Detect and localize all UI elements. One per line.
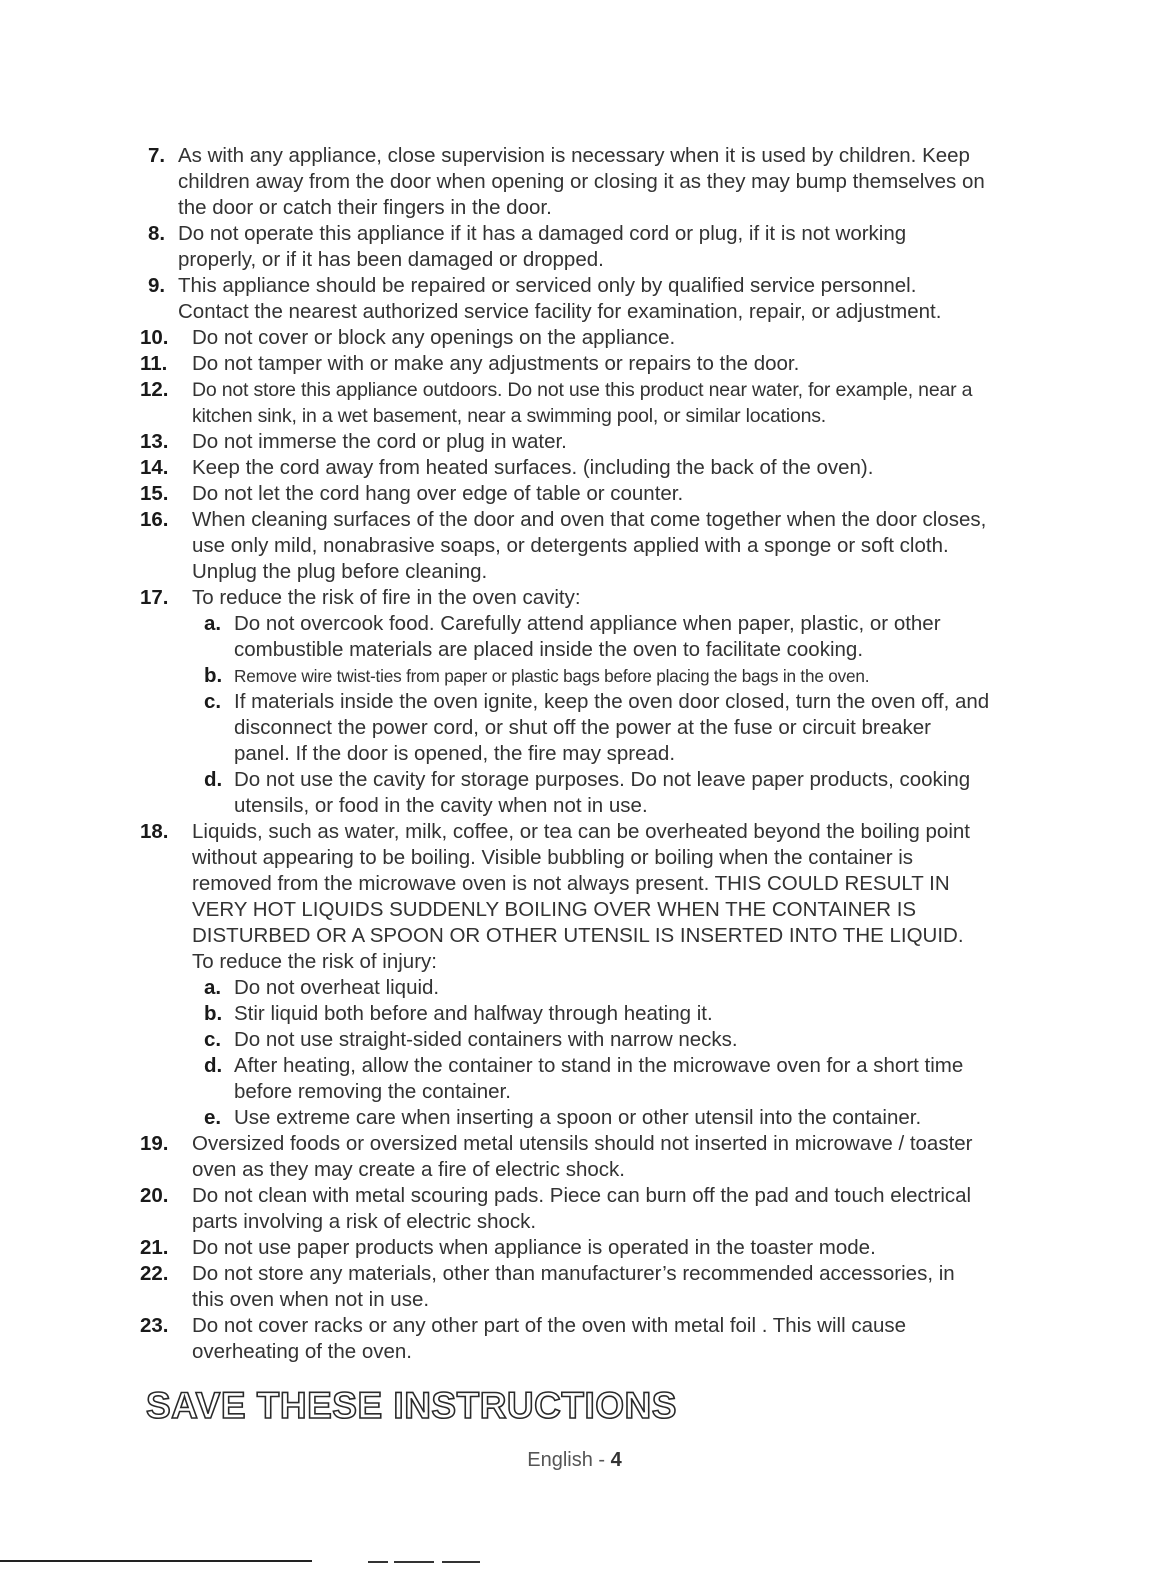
item-number: 12.	[140, 378, 169, 401]
sub-item-letter: b.	[204, 1002, 223, 1025]
list-item	[140, 273, 990, 325]
sub-item-letter: d.	[204, 1054, 223, 1077]
item-text: Do not store any materials, other than manufacturer’s recommended accessories, in this oven when not in use.	[192, 1262, 955, 1311]
item-text: To reduce the risk of fire in the oven cavity:	[192, 586, 581, 609]
sub-item-letter: b.	[204, 664, 223, 687]
item-text: Do not store this appliance outdoors. Do not use this product near water, for example, near a kitchen sink, in a wet basement, near a swimming pool, or similar locations.	[192, 379, 973, 427]
list-item	[140, 1183, 990, 1235]
sub-item	[140, 767, 990, 819]
scan-edge-mark	[368, 1561, 388, 1563]
item-number: 7.	[148, 144, 166, 167]
sub-item-text: Stir liquid both before and halfway through heating it.	[234, 1002, 713, 1025]
sub-item-text: Do not overheat liquid.	[234, 976, 440, 999]
list-item	[140, 507, 990, 585]
item-text: Do not cover or block any openings on the appliance.	[192, 326, 676, 349]
sub-item-text: Do not use straight-sided containers with narrow necks.	[234, 1028, 738, 1051]
list-item	[140, 1261, 990, 1313]
item-number: 23.	[140, 1314, 169, 1337]
sub-item	[140, 611, 990, 663]
list-item	[140, 585, 990, 819]
item-number: 18.	[140, 820, 169, 843]
item-text: Do not tamper with or make any adjustments or repairs to the door.	[192, 352, 800, 375]
list-item	[140, 455, 990, 481]
item-number: 20.	[140, 1184, 169, 1207]
scan-edge-mark	[394, 1561, 434, 1563]
item-number: 8.	[148, 222, 166, 245]
page-footer	[0, 1449, 1149, 1472]
sub-item	[140, 1105, 990, 1131]
item-number: 13.	[140, 430, 169, 453]
list-item	[140, 351, 990, 377]
scan-edge-mark	[442, 1561, 480, 1563]
sub-item	[140, 1001, 990, 1027]
item-text: Do not immerse the cord or plug in water.	[192, 430, 567, 453]
item-subheading: To reduce the risk of injury:	[192, 950, 437, 973]
sub-item	[140, 975, 990, 1001]
scan-edge-line	[0, 1560, 312, 1562]
item-text: Do not operate this appliance if it has a damaged cord or plug, if it is not working properly, or if it has been damaged or dropped.	[178, 222, 907, 271]
item-number: 19.	[140, 1132, 169, 1155]
sub-item-text: Remove wire twist-ties from paper or plastic bags before placing the bags in the oven.	[234, 666, 870, 686]
item-number: 15.	[140, 482, 169, 505]
item-number: 21.	[140, 1236, 169, 1259]
item-number: 22.	[140, 1262, 169, 1285]
item-text: Do not let the cord hang over edge of table or counter.	[192, 482, 684, 505]
sub-item	[140, 689, 990, 767]
footer-language: English -	[527, 1449, 611, 1471]
sub-item-text: Do not use the cavity for storage purposes. Do not leave paper products, cooking utensils, or food in the cavity when not in use.	[234, 768, 971, 817]
item-text: When cleaning surfaces of the door and oven that come together when the door closes, use only mild, nonabrasive soaps, or detergents applied with a sponge or soft cloth. Unplug the plug before cleaning.	[192, 508, 987, 583]
list-item	[140, 1313, 990, 1365]
item-text: This appliance should be repaired or serviced only by qualified service personnel. Contact the nearest authorized service facility for examination, repair, or adjustment.	[178, 274, 942, 323]
sub-list	[140, 611, 990, 819]
sub-item	[140, 1053, 990, 1105]
item-text: Oversized foods or oversized metal utensils should not inserted in microwave / toaster oven as they may create a fire of electric shock.	[192, 1132, 973, 1181]
safety-instructions-list	[140, 143, 990, 1365]
item-number: 11.	[140, 352, 168, 375]
list-item	[140, 325, 990, 351]
item-number: 17.	[140, 586, 169, 609]
sub-item-letter: a.	[204, 976, 222, 999]
list-item	[140, 819, 990, 1131]
page-number: 4	[610, 1449, 622, 1471]
sub-item-text: Do not overcook food. Carefully attend appliance when paper, plastic, or other combustible materials are placed inside the oven to facilitate cooking.	[234, 612, 941, 661]
item-number: 10.	[140, 326, 169, 349]
sub-item	[140, 663, 990, 689]
list-item	[140, 481, 990, 507]
sub-item	[140, 1027, 990, 1053]
sub-item-text: After heating, allow the container to stand in the microwave oven for a short time before removing the container.	[234, 1054, 964, 1103]
sub-item-letter: d.	[204, 768, 223, 791]
item-text: Liquids, such as water, milk, coffee, or tea can be overheated beyond the boiling point without appearing to be boiling. Visible bubbling or boiling when the container is removed from the microwave oven is not always present. THIS COULD RESULT IN VERY HOT LIQUIDS SUDDENLY BOILING OVER WHEN THE CONTAINER IS DISTURBED OR A SPOON OR OTHER UTENSIL IS INSERTED INTO THE LIQUID.	[192, 820, 970, 947]
item-text: As with any appliance, close supervision is necessary when it is used by children. Keep children away from the door when opening or closing it as they may bump themselves on the door or catch their fingers in the door.	[178, 144, 985, 219]
item-text: Keep the cord away from heated surfaces. (including the back of the oven).	[192, 456, 874, 479]
sub-item-text: If materials inside the oven ignite, keep the oven door closed, turn the oven off, and disconnect the power cord, or shut off the power at the fuse or circuit breaker panel. If the door is opened, the fire may spread.	[234, 690, 990, 765]
sub-item-letter: a.	[204, 612, 222, 635]
save-instructions-heading: SAVE THESE INSTRUCTIONS	[146, 1385, 677, 1426]
item-number: 16.	[140, 508, 169, 531]
item-text: Do not clean with metal scouring pads. Piece can burn off the pad and touch electrical parts involving a risk of electric shock.	[192, 1184, 972, 1233]
list-item	[140, 429, 990, 455]
list-item	[140, 221, 990, 273]
sub-item-letter: e.	[204, 1106, 222, 1129]
item-number: 14.	[140, 456, 169, 479]
list-item	[140, 1235, 990, 1261]
item-number: 9.	[148, 274, 166, 297]
sub-item-text: Use extreme care when inserting a spoon or other utensil into the container.	[234, 1106, 922, 1129]
item-text: Do not use paper products when appliance is operated in the toaster mode.	[192, 1236, 876, 1259]
item-text: Do not cover racks or any other part of the oven with metal foil . This will cause overheating of the oven.	[192, 1314, 907, 1363]
sub-item-letter: c.	[204, 690, 222, 713]
sub-list	[140, 975, 990, 1131]
list-item	[140, 377, 990, 429]
sub-item-letter: c.	[204, 1028, 222, 1051]
list-item	[140, 143, 990, 221]
list-item	[140, 1131, 990, 1183]
